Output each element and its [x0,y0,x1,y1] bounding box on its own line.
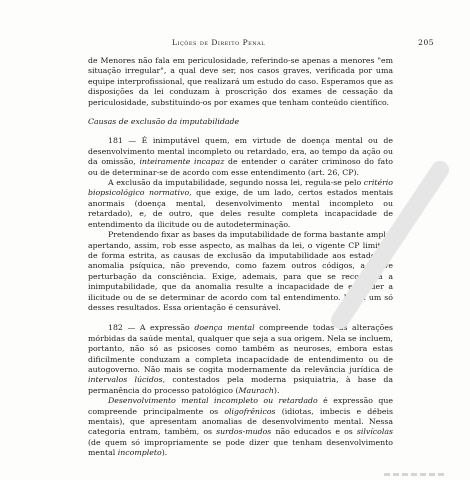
page-number: 205 [418,38,434,47]
paragraph-text: (idiotas, imbecis e débeis mentais), que apresentam anomalias de desenvolvimento mental. Nessa categoria entram, também, os [88,406,393,437]
paragraph-text: ). [161,448,168,458]
italic-text: Desenvolvimento mental incompleto ou retardado [108,396,318,406]
paragraph-text: é expressão que compreende principalmente os [88,396,393,416]
paragraph-text: , contestados pela moderna psiquiatria, à base da permanência do processo patológico ( [88,375,393,395]
paragraph-text: A exclusão da imputabilidade, segundo nossa lei, regula-se pelo [108,178,364,188]
paragraph-continuation: de Menores não fala em periculosidade, referindo-se apenas a menores "em situação irregular", a qual deve ser, nos casos graves, verificada por uma equipe interprofissional, que realizará um estudo do caso. Esperamos que as disposições da lei conduzam à proscrição dos exames de cessação da periculosidade, substituindo-os por exames que tenham conteúdo científico. [88,56,393,107]
footer-mark [384,473,444,476]
header-title: Lições de Direito Penal [172,38,266,47]
paragraph-text: 181 — É inimputável quem, em virtude de doença mental ou de desenvolvimento mental incompleto ou retardado, era, ao tempo da ação ou da omissão, [88,136,393,167]
italic-text: oligofrênicos [224,406,276,416]
italic-text: critério biopsicológico normativo [88,178,393,198]
paragraph-text: compreende todas as alterações mórbidas da saúde mental, qualquer que seja a sua origem. Nela se incluem, portanto, não só as psicoses como também as neuroses, embora estas dificilmente conduzam a completa incapacidade de entendimento ou de autogoverno. Não mais se cogita modernamente da relevância jurídica de [88,323,393,374]
paragraph-182 [88,323,393,396]
italic-text: incompleto [117,448,162,458]
paragraph-text: não educados e os [271,427,357,437]
page-body [88,56,393,459]
italic-text: inteiramente incapaz [139,157,225,167]
paragraph-text: 182 — A expressão [108,323,195,333]
paragraph-development [88,396,393,458]
running-header [52,38,442,50]
paragraph-181 [88,136,393,178]
paragraph-exclusion [88,178,393,230]
paragraph-text: de entender o caráter criminoso do fato ou de determinar-se de acordo com esse entendimento (art. 26, CP). [88,157,393,177]
paragraph-text: , que exige, de um lado, certos estados mentais anormais (doença mental, desenvolvimento mental incompleto ou retardado), e, de outro, que deles resulte completa incapacidade de entendimento da ilicitude ou de autodeterminação. [88,188,393,229]
section-heading: Causas de exclusão da imputabilidade [88,117,240,127]
italic-text: silvícolas [356,427,393,437]
paragraph-gap [88,313,393,323]
italic-text: surdos-mudos [216,427,272,437]
paragraph-bases: Pretendendo fixar as bases da imputabilidade de forma bastante ampla, apertando, assim, rob esse aspecto, as malhas da lei, o vigente CP limitou, de forma estrita, as causas de exclusão da imputabilidade aos estados de anomalia psíquica, não prevendo, como fazem outros códigos, a grave perturbação da consciência. Exige, ademais, para que se reconheça a inimputabilidade, que da anomalia resulte a incapacidade de entender a ilicitude ou de se determinar de acordo com tal entendimento. Basta um só desses resultados. Essa orientação é censurável. [88,230,393,312]
italic-text: doença mental [194,323,255,333]
paragraph-text: (de quem só impropriamente se pode dizer que tenham desenvolvimento mental [88,437,393,458]
paragraph-text: ). [273,385,280,395]
italic-text: intervalos lúcidos [88,375,163,385]
italic-text: Maurach [238,385,274,395]
